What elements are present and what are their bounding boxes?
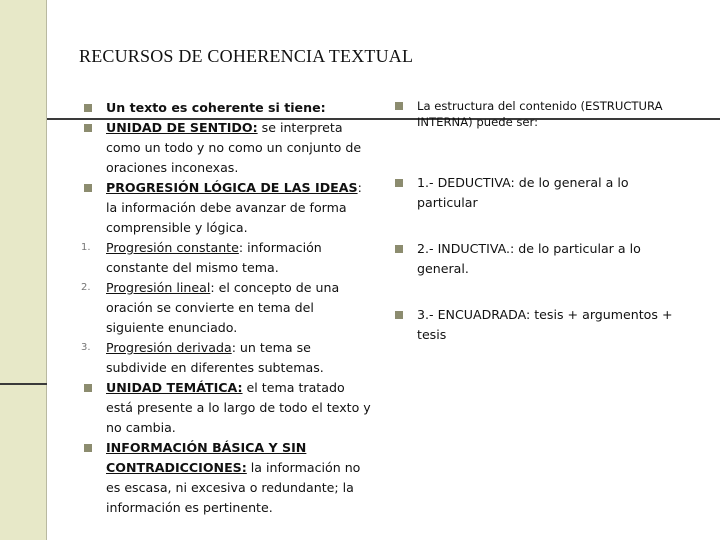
square-bullet-icon xyxy=(84,184,92,192)
right-column xyxy=(395,98,685,345)
item-emph: Progresión derivada xyxy=(106,340,232,355)
item-emph: Progresión lineal xyxy=(106,280,211,295)
square-bullet-icon xyxy=(395,311,403,319)
item-text: : el concepto de una oración se convierte en tema del siguiente enunciado. xyxy=(106,280,340,335)
list-item xyxy=(84,378,374,438)
list-item xyxy=(81,238,374,278)
square-bullet-icon xyxy=(395,179,403,187)
list-item xyxy=(395,239,685,279)
item-emph: UNIDAD DE SENTIDO: xyxy=(106,120,258,135)
left-decorative-band xyxy=(0,0,47,540)
item-emph: Progresión constante xyxy=(106,240,239,255)
item-emph: INFORMACIÓN BÁSICA Y SIN CONTRADICCIONES: xyxy=(106,440,307,475)
item-emph: Un texto es coherente si tiene: xyxy=(106,100,326,115)
item-text: 1.- DEDUCTIVA: de lo general a lo particular xyxy=(417,175,629,210)
square-bullet-icon xyxy=(84,444,92,452)
square-bullet-icon xyxy=(84,104,92,112)
list-item xyxy=(395,305,685,345)
list-item xyxy=(84,178,374,238)
item-number: 2. xyxy=(81,282,91,293)
vertical-rule xyxy=(46,0,47,540)
item-number: 1. xyxy=(81,242,91,253)
item-text: el tema tratado está presente a lo largo de todo el texto y no cambia. xyxy=(106,380,371,435)
square-bullet-icon xyxy=(395,102,403,110)
slide-title: RECURSOS DE COHERENCIA TEXTUAL xyxy=(79,46,414,66)
square-bullet-icon xyxy=(84,384,92,392)
list-item xyxy=(395,98,685,130)
item-text: 2.- INDUCTIVA.: de lo particular a lo general. xyxy=(417,241,641,276)
list-item xyxy=(84,118,374,178)
item-text: : un tema se subdivide en diferentes subtemas. xyxy=(106,340,324,375)
item-emph: UNIDAD TEMÁTICA: xyxy=(106,380,243,395)
list-item xyxy=(84,98,374,118)
list-item xyxy=(81,338,374,378)
item-text: la información no es escasa, ni excesiva o redundante; la información es pertinente. xyxy=(106,460,361,515)
left-column xyxy=(81,98,374,518)
square-bullet-icon xyxy=(395,245,403,253)
item-text: se interpreta como un todo y no como un conjunto de oraciones inconexas. xyxy=(106,120,362,175)
item-emph: PROGRESIÓN LÓGICA DE LAS IDEAS xyxy=(106,180,358,195)
list-item xyxy=(81,278,374,338)
square-bullet-icon xyxy=(84,124,92,132)
item-text: La estructura del contenido (ESTRUCTURA INTERNA) puede ser: xyxy=(417,99,663,129)
list-item xyxy=(84,438,374,518)
list-item xyxy=(395,173,685,213)
item-text: 3.- ENCUADRADA: tesis + argumentos + tesis xyxy=(417,307,673,342)
item-number: 3. xyxy=(81,342,91,353)
item-text: : información constante del mismo tema. xyxy=(106,240,322,275)
left-band-rule xyxy=(0,383,47,385)
item-text: : la información debe avanzar de forma comprensible y lógica. xyxy=(106,180,362,235)
